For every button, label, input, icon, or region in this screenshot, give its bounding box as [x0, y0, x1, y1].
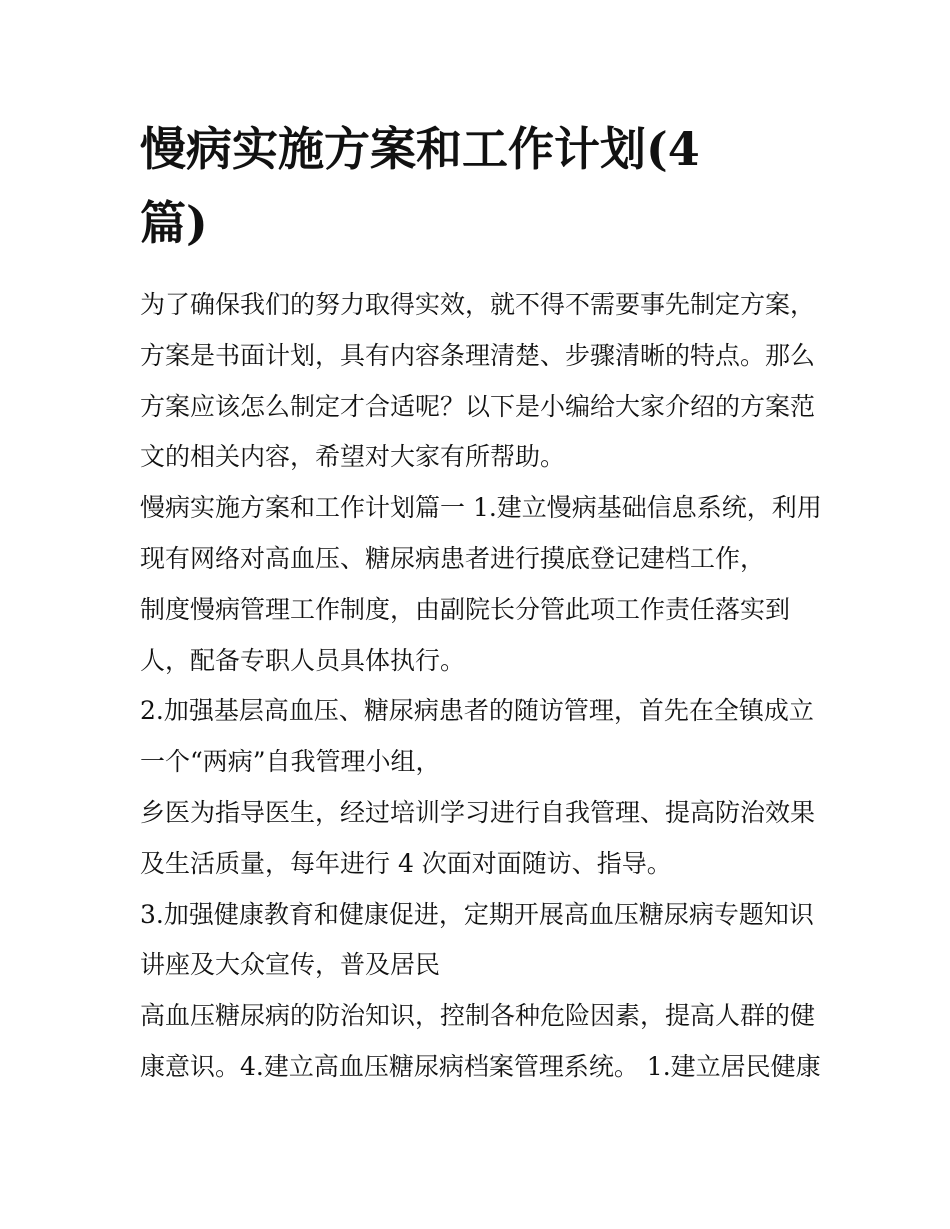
text-line: 乡医为指导医生，经过培训学习进行自我管理、提高防治效果	[140, 797, 816, 827]
title-line: 慢病实施方案和工作计划(4	[140, 122, 700, 176]
text-line: 及生活质量，每年进行 4 次面对面随访、指导。	[140, 848, 672, 878]
text-line: 文的相关内容，希望对大家有所帮助。	[140, 442, 566, 472]
text-line: 制度慢病管理工作制度，由副院长分管此项工作责任落实到	[140, 594, 791, 624]
text-line: 方案是书面计划，具有内容条理清楚、步骤清晰的特点。那么	[140, 340, 816, 370]
text-line: 高血压糖尿病的防治知识，控制各种危险因素，提高人群的健	[140, 1001, 816, 1031]
text-line: 讲座及大众宣传，普及居民	[140, 950, 441, 980]
document-body	[140, 280, 822, 1093]
text-line: 一个“两病”自我管理小组，	[140, 747, 441, 777]
text-line: 慢病实施方案和工作计划篇一 1.建立慢病基础信息系统，利用	[140, 493, 822, 523]
text-line: 3.加强健康教育和健康促进，定期开展高血压糖尿病专题知识	[140, 899, 814, 929]
title-line: 篇)	[140, 196, 208, 250]
text-line: 人，配备专职人员具体执行。	[140, 645, 466, 675]
text-line: 为了确保我们的努力取得实效，就不得不需要事先制定方案，	[140, 290, 816, 319]
text-line: 康意识。4.建立高血压糖尿病档案管理系统。 1.建立居民健康	[140, 1051, 821, 1081]
document-title	[140, 112, 780, 260]
text-line: 2.加强基层高血压、糖尿病患者的随访管理，首先在全镇成立	[140, 696, 814, 726]
text-line: 现有网络对高血压、糖尿病患者进行摸底登记建档工作，	[140, 543, 766, 573]
text-line: 方案应该怎么制定才合适呢？以下是小编给大家介绍的方案范	[140, 391, 816, 421]
